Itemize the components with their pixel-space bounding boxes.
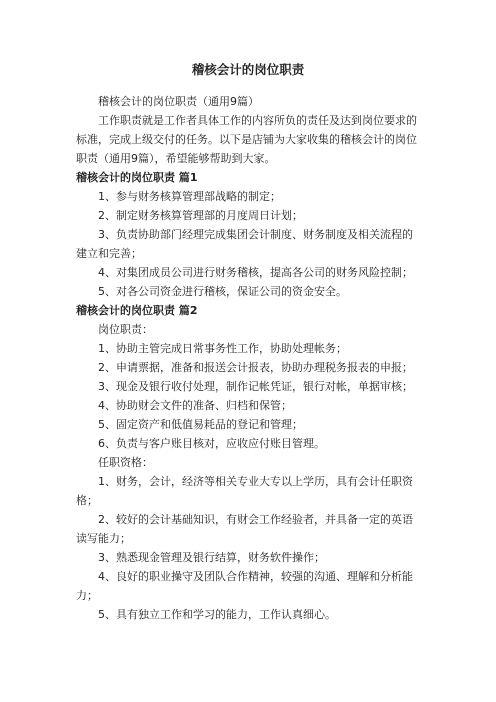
body-paragraph: 5、固定资产和低值易耗品的登记和管理； bbox=[98, 418, 303, 431]
section-heading: 稽核会计的岗位职责 篇1 bbox=[76, 171, 198, 184]
section-heading: 稽核会计的岗位职责 篇2 bbox=[76, 304, 198, 317]
body-paragraph: 2、制定财务核算管理部的月度周日计划； bbox=[98, 209, 303, 222]
document-title: 稽核会计的岗位职责 bbox=[191, 62, 305, 77]
body-paragraph: 4、对集团成员公司进行财务稽核，提高各公司的财务风险控制； bbox=[98, 266, 413, 279]
body-paragraph: 稽核会计的岗位职责（通用9篇） bbox=[98, 95, 259, 108]
body-paragraph: 岗位职责： bbox=[98, 323, 153, 336]
body-paragraph: 5、对各公司资金进行稽核，保证公司的资金安全。 bbox=[98, 285, 347, 298]
body-paragraph: 2、较好的会计基础知识，有财会工作经验者，并具备一定的英语读写能力； bbox=[76, 513, 413, 545]
body-paragraph: 3、现金及银行收付处理，制作记帐凭证，银行对帐，单据审核； bbox=[98, 380, 413, 393]
body-paragraph: 2、申请票据，准备和报送会计报表，协助办理税务报表的申报； bbox=[98, 361, 413, 374]
body-paragraph: 任职资格： bbox=[98, 456, 153, 469]
body-paragraph: 1、财务，会计，经济等相关专业大专以上学历，具有会计任职资格； bbox=[76, 475, 413, 507]
body-paragraph: 工作职责就是工作者具体工作的内容所负的责任及达到岗位要求的标准，完成上级交付的任务。以下是店铺为大家收集的稽核会计的岗位职责（通用9篇），希望能够帮助到大家。 bbox=[76, 114, 417, 165]
body-paragraph: 6、负责与客户账目核对，应收应付账目管理。 bbox=[98, 437, 325, 450]
body-paragraph: 3、负责协助部门经理完成集团会计制度、财务制度及相关流程的建立和完善； bbox=[76, 228, 413, 260]
body-paragraph: 1、协助主管完成日常事务性工作，协助处理帐务； bbox=[98, 342, 347, 355]
body-paragraph: 5、具有独立工作和学习的能力，工作认真细心。 bbox=[98, 608, 336, 621]
body-paragraph: 1、参与财务核算管理部战略的制定； bbox=[98, 190, 281, 203]
body-paragraph: 4、协助财会文件的准备、归档和保管； bbox=[98, 399, 292, 412]
body-paragraph: 4、良好的职业操守及团队合作精神，较强的沟通、理解和分析能力； bbox=[76, 570, 413, 602]
body-paragraph: 3、熟悉现金管理及银行结算，财务软件操作； bbox=[98, 551, 325, 564]
document-body bbox=[76, 92, 420, 624]
